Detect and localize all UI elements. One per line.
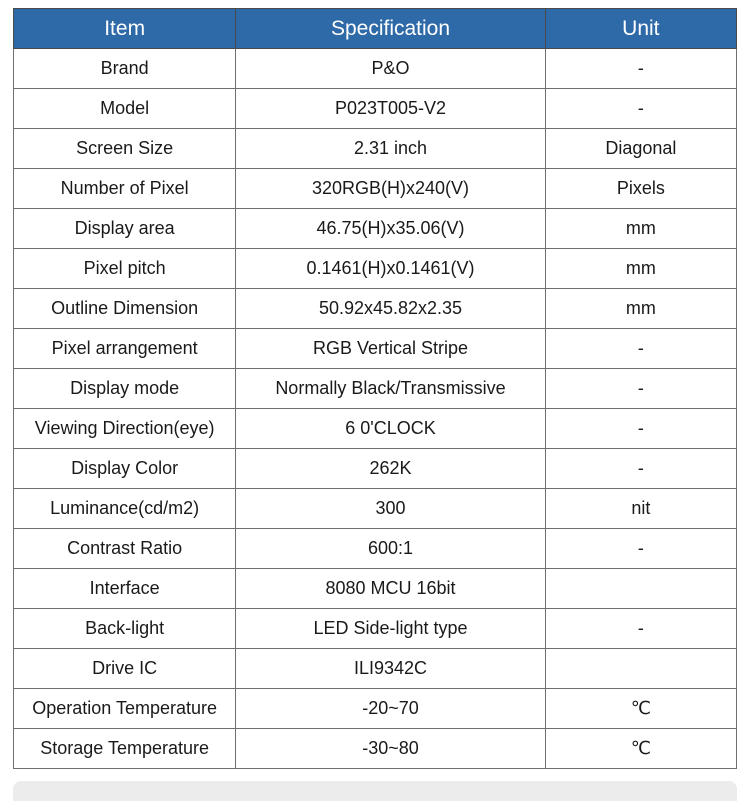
item-cell: Model [14,89,236,129]
spec-cell: 262K [236,449,545,489]
item-cell: Brand [14,49,236,89]
spec-cell: 2.31 inch [236,129,545,169]
item-cell: Pixel pitch [14,249,236,289]
table-row [14,649,737,689]
unit-cell: Diagonal [545,129,736,169]
item-cell: Luminance(cd/m2) [14,489,236,529]
item-cell: Drive IC [14,649,236,689]
item-cell: Viewing Direction(eye) [14,409,236,449]
unit-cell: - [545,89,736,129]
table-row [14,409,737,449]
unit-cell: ℃ [545,729,736,769]
unit-cell: nit [545,489,736,529]
spec-cell: Normally Black/Transmissive [236,369,545,409]
spec-cell: 50.92x45.82x2.35 [236,289,545,329]
unit-cell: mm [545,289,736,329]
item-cell: Back-light [14,609,236,649]
spec-cell: 320RGB(H)x240(V) [236,169,545,209]
spec-cell: 8080 MCU 16bit [236,569,545,609]
unit-cell: mm [545,249,736,289]
item-cell: Interface [14,569,236,609]
table-row [14,329,737,369]
table-row [14,169,737,209]
item-cell: Display Color [14,449,236,489]
spec-cell: LED Side-light type [236,609,545,649]
item-cell: Display area [14,209,236,249]
bottom-panel-edge [13,781,737,801]
item-cell: Contrast Ratio [14,529,236,569]
spec-cell: 6 0'CLOCK [236,409,545,449]
unit-cell: - [545,329,736,369]
spec-cell: ILI9342C [236,649,545,689]
item-cell: Storage Temperature [14,729,236,769]
header-item: Item [14,9,236,49]
table-row [14,49,737,89]
table-row [14,489,737,529]
header-specification: Specification [236,9,545,49]
item-cell: Operation Temperature [14,689,236,729]
table-row [14,89,737,129]
unit-cell: mm [545,209,736,249]
spec-cell: 300 [236,489,545,529]
table-row [14,449,737,489]
unit-cell: - [545,369,736,409]
unit-cell: - [545,609,736,649]
table-row [14,249,737,289]
spec-cell: RGB Vertical Stripe [236,329,545,369]
header-unit: Unit [545,9,736,49]
table-row [14,609,737,649]
table-row [14,729,737,769]
item-cell: Outline Dimension [14,289,236,329]
item-cell: Pixel arrangement [14,329,236,369]
table-row [14,529,737,569]
spec-cell: 0.1461(H)x0.1461(V) [236,249,545,289]
spec-cell: P&O [236,49,545,89]
unit-cell: - [545,529,736,569]
table-row [14,689,737,729]
spec-cell: -20~70 [236,689,545,729]
unit-cell: ℃ [545,689,736,729]
unit-cell: - [545,49,736,89]
unit-cell [545,649,736,689]
spec-cell: 600:1 [236,529,545,569]
spec-cell: P023T005-V2 [236,89,545,129]
table-row [14,369,737,409]
table-row [14,289,737,329]
unit-cell: - [545,449,736,489]
item-cell: Screen Size [14,129,236,169]
item-cell: Display mode [14,369,236,409]
table-row [14,129,737,169]
spec-cell: -30~80 [236,729,545,769]
item-cell: Number of Pixel [14,169,236,209]
header-row [14,9,737,49]
unit-cell: Pixels [545,169,736,209]
unit-cell: - [545,409,736,449]
table-row [14,209,737,249]
unit-cell [545,569,736,609]
spec-cell: 46.75(H)x35.06(V) [236,209,545,249]
specification-table [13,8,737,769]
table-row [14,569,737,609]
